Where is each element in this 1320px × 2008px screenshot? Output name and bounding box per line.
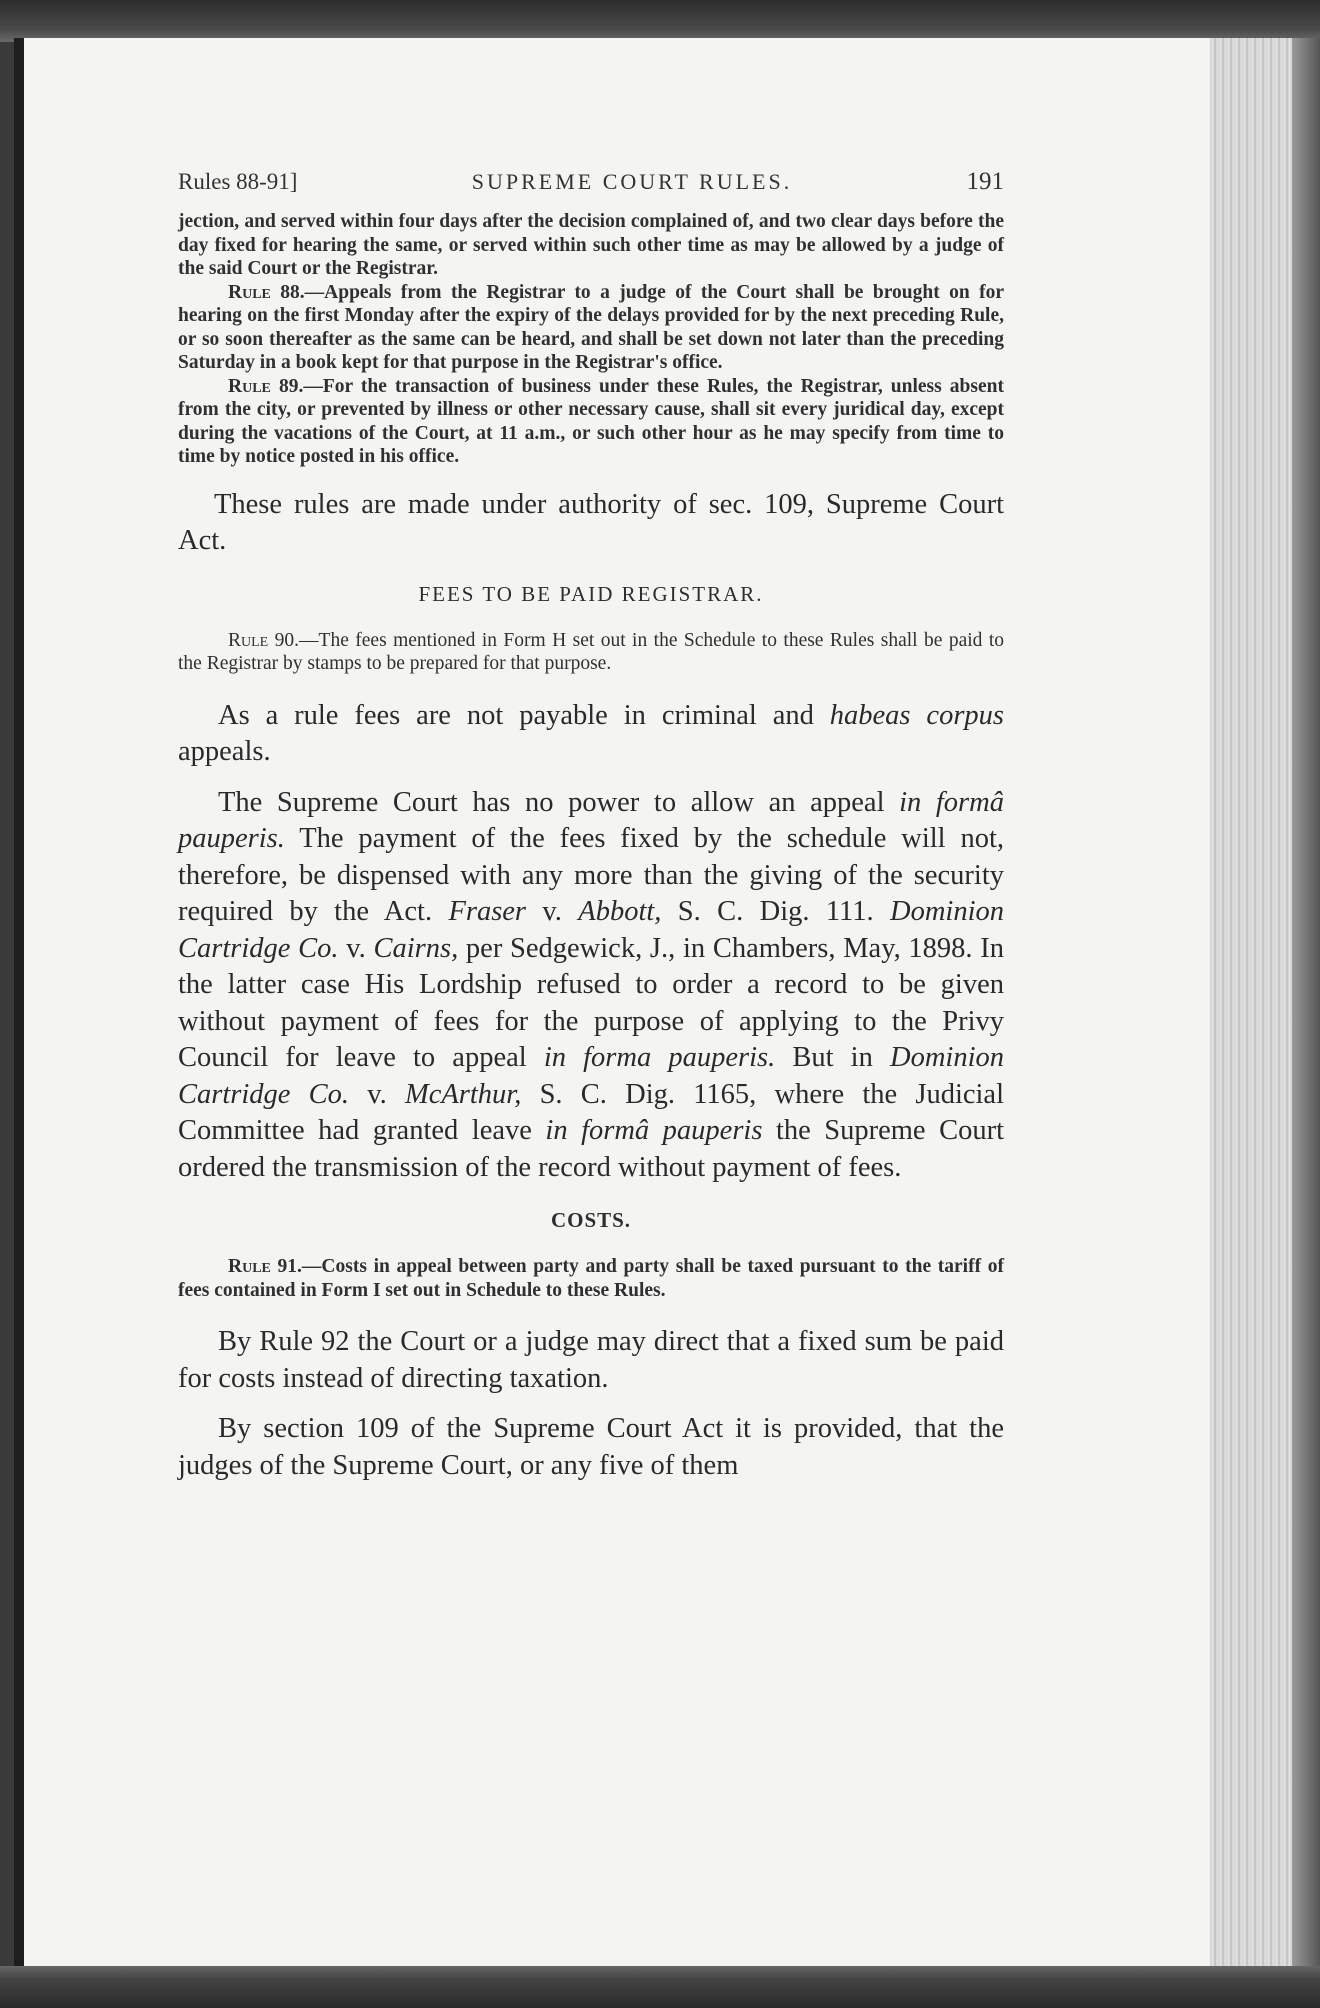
- pauperis-text: The Supreme Court has no power to allow an appeal: [218, 786, 900, 818]
- fees-note-text-1: As a rule fees are not payable in criminal and: [218, 699, 830, 731]
- running-head-title: SUPREME COURT RULES.: [471, 169, 793, 194]
- pauperis-italic: in forma pauperis.: [543, 1042, 776, 1073]
- rule-89-text: —For the transaction of business under these Rules, the Registrar, unless absent from the city, or prevented by illness or other necessary cause, shall sit every juridical day, except during the vacations of the Court, at 11 a.m., or such other hour as he may specify from time to time by notice posted in his office.: [178, 375, 1004, 467]
- rule-92-note: By Rule 92 the Court or a judge may direct that a fixed sum be paid for costs instead of directing taxation.: [178, 1326, 1004, 1394]
- pauperis-text: v.: [526, 896, 579, 927]
- pauperis-text: per Sedgewick, J., in Chambers, May, 1898. In the latter case His Lordship refused to order a record to be given without payment of fees for the purpose of applying to the Privy Council for leave to appeal: [178, 932, 1005, 1073]
- page-number: 191: [966, 168, 1004, 195]
- pauperis-text: v.: [338, 932, 374, 964]
- rule-90-text: —The fees mentioned in Form H set out in the Schedule to these Rules shall be paid to the Registrar by stamps to be prepared for that purpose.: [178, 629, 1004, 674]
- page-content: [178, 168, 1004, 1484]
- running-head-left: Rules 88-91]: [178, 169, 298, 194]
- rule-91-label: Rule 91.: [228, 1256, 302, 1277]
- case-name: McArthur,: [404, 1078, 522, 1110]
- rule-89: [178, 375, 1004, 469]
- case-name: Fraser: [448, 896, 527, 927]
- pauperis-text: the Supreme Court ordered the transmission of the record without payment of fees.: [178, 1115, 1005, 1183]
- case-name: Abbott,: [578, 896, 662, 927]
- rule-91-text: —Costs in appeal between party and party shall be taxed pursuant to the tariff of fees contained in Form I set out in Schedule to these Rules.: [178, 1256, 1004, 1301]
- page-edges: [1210, 38, 1320, 1970]
- case-name: Dominion Cartridge Co.: [178, 896, 1004, 964]
- fees-note-text-2: appeals.: [178, 736, 271, 767]
- pauperis-paragraph: [178, 785, 1004, 1187]
- running-head: [178, 168, 1004, 196]
- case-name: Dominion Cartridge Co.: [178, 1042, 1004, 1110]
- rule-89-label: Rule 89.: [228, 375, 304, 397]
- rule-90-label: Rule 90.: [228, 629, 300, 651]
- section-109-note: By section 109 of the Supreme Court Act it is provided, that the judges of the Supreme Court, or any five of them: [178, 1413, 1004, 1481]
- pauperis-text: v.: [349, 1078, 405, 1110]
- costs-heading: COSTS.: [550, 1208, 632, 1232]
- rule-88: [178, 281, 1004, 375]
- scan-border-top: [0, 0, 1320, 42]
- scan-border-bottom: [0, 1966, 1320, 2008]
- rule-91: [178, 1255, 1004, 1302]
- rule-88-label: Rule 88.: [228, 281, 305, 303]
- case-name: Cairns,: [373, 932, 459, 964]
- fees-note-italic: habeas corpus: [829, 699, 1005, 731]
- authority-note: These rules are made under authority of sec. 109, Supreme Court Act.: [178, 488, 1004, 556]
- rule-90: [178, 629, 1004, 676]
- pauperis-italic: in formâ pauperis: [545, 1115, 763, 1146]
- pauperis-italic: in formâ pauperis.: [178, 786, 1004, 854]
- fees-note: [178, 698, 1004, 771]
- rule-88-text: —Appeals from the Registrar to a judge of the Court shall be brought on for hearing on the first Monday after the expiry of the delays provided for by the next preceding Rule, or so soon thereafter as the same can be heard, and shall be set down not later than the preceding Saturday in a book kept for that purpose in the Registrar's office.: [178, 281, 1004, 373]
- pauperis-text: S. C. Dig. 1165, where the Judicial Committee had granted leave: [178, 1078, 1004, 1146]
- pauperis-text: S. C. Dig. 111.: [661, 896, 890, 927]
- paragraph-continuation: jection, and served within four days after the decision complained of, and two clear days before the day fixed for hearing the same, or served within such other time as may be allowed by a judge of the said Court or the Registrar.: [178, 211, 1004, 279]
- fees-heading: FEES TO BE PAID REGISTRAR.: [418, 581, 764, 606]
- pauperis-text: The payment of the fees fixed by the schedule will not, therefore, be dispensed with any more than the giving of the security required by the Act.: [178, 823, 1004, 927]
- pauperis-text: But in: [775, 1042, 890, 1073]
